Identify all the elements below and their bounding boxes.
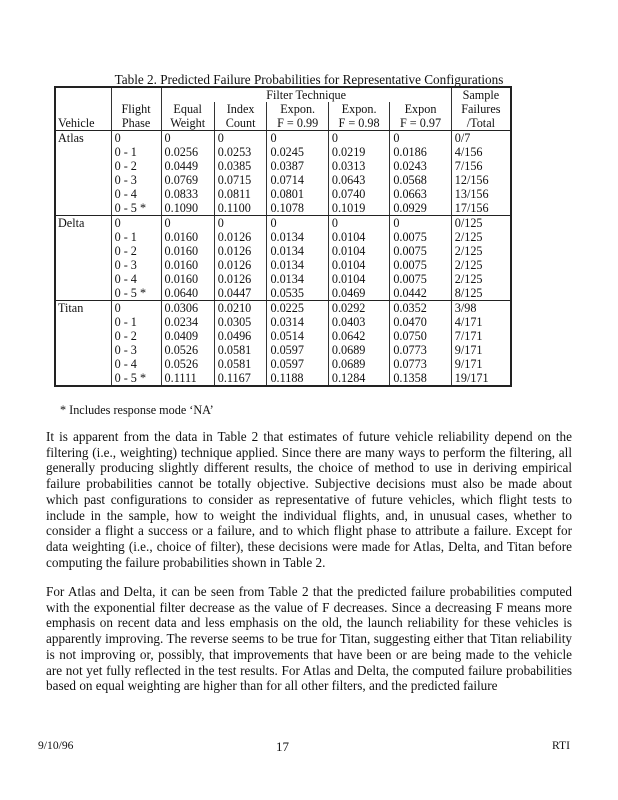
value-cell: 0/7 (451, 131, 511, 146)
value-cell: 0.1167 (214, 371, 267, 386)
vehicle-cell (55, 272, 111, 286)
value-cell: 0.0535 (267, 286, 328, 301)
value-cell: 3/98 (451, 301, 511, 316)
phase-cell: 0 - 2 (111, 329, 161, 343)
value-cell: 0.0449 (161, 159, 214, 173)
value-cell: 0.0643 (328, 173, 389, 187)
header-phase-1 (111, 87, 161, 102)
phase-cell: 0 - 3 (111, 173, 161, 187)
value-cell: 17/156 (451, 201, 511, 216)
table-caption: Table 2. Predicted Failure Probabilities for Representative Configurations (114, 72, 504, 87)
header-sample-1: Sample (451, 87, 511, 102)
phase-cell: 0 - 1 (111, 230, 161, 244)
table-row (55, 230, 511, 244)
value-cell: 0.0642 (328, 329, 389, 343)
header-index-1: Index (214, 102, 267, 116)
value-cell: 0.0134 (267, 230, 328, 244)
value-cell: 0.0769 (161, 173, 214, 187)
table-row (55, 357, 511, 371)
value-cell: 0.1078 (267, 201, 328, 216)
table-row (55, 343, 511, 357)
value-cell: 0.0469 (328, 286, 389, 301)
value-cell: 0.1090 (161, 201, 214, 216)
value-cell: 0.0496 (214, 329, 267, 343)
vehicle-cell (55, 145, 111, 159)
value-cell: 0.0833 (161, 187, 214, 201)
header-e97-2: F = 0.97 (390, 116, 451, 131)
value-cell: 0 (390, 131, 451, 146)
value-cell: 0.0447 (214, 286, 267, 301)
value-cell: 0 (328, 131, 389, 146)
value-cell: 0.0160 (161, 230, 214, 244)
table-row (55, 286, 511, 301)
table-row (55, 301, 511, 316)
value-cell: 0.0773 (390, 357, 451, 371)
value-cell: 2/125 (451, 230, 511, 244)
phase-cell: 0 - 4 (111, 357, 161, 371)
value-cell: 0.0104 (328, 244, 389, 258)
value-cell: 0.0514 (267, 329, 328, 343)
value-cell: 0 (214, 216, 267, 231)
value-cell: 0.0104 (328, 272, 389, 286)
failure-probability-table (54, 86, 512, 387)
value-cell: 0.1019 (328, 201, 389, 216)
vehicle-cell (55, 244, 111, 258)
table-row (55, 244, 511, 258)
value-cell: 0.0314 (267, 315, 328, 329)
value-cell: 0.0750 (390, 329, 451, 343)
value-cell: 0.0689 (328, 357, 389, 371)
value-cell: 0.0740 (328, 187, 389, 201)
table-row (55, 329, 511, 343)
phase-cell: 0 - 1 (111, 145, 161, 159)
value-cell: 0.0134 (267, 272, 328, 286)
value-cell: 0 (214, 131, 267, 146)
table-row (55, 258, 511, 272)
phase-cell: 0 - 5 * (111, 371, 161, 386)
table-row (55, 131, 511, 146)
header-phase-3: Phase (111, 116, 161, 131)
value-cell: 0.0126 (214, 272, 267, 286)
phase-cell: 0 (111, 216, 161, 231)
phase-cell: 0 - 1 (111, 315, 161, 329)
value-cell: 0.0210 (214, 301, 267, 316)
value-cell: 0.0075 (390, 272, 451, 286)
value-cell: 0 (390, 216, 451, 231)
header-index-2: Count (214, 116, 267, 131)
value-cell: 0.0305 (214, 315, 267, 329)
value-cell: 0.0597 (267, 343, 328, 357)
value-cell: 0.0715 (214, 173, 267, 187)
vehicle-cell (55, 201, 111, 216)
value-cell: 0.1358 (390, 371, 451, 386)
table-row (55, 159, 511, 173)
value-cell: 0.0663 (390, 187, 451, 201)
value-cell: 0.0442 (390, 286, 451, 301)
value-cell: 0.0160 (161, 258, 214, 272)
value-cell: 0.0387 (267, 159, 328, 173)
value-cell: 0.0134 (267, 244, 328, 258)
value-cell: 0.0160 (161, 272, 214, 286)
value-cell: 2/125 (451, 258, 511, 272)
value-cell: 0.0225 (267, 301, 328, 316)
value-cell: 4/156 (451, 145, 511, 159)
table-body (55, 131, 511, 387)
value-cell: 8/125 (451, 286, 511, 301)
table-footnote: * Includes response mode ‘NA’ (60, 403, 214, 417)
phase-cell: 0 (111, 131, 161, 146)
vehicle-cell (55, 286, 111, 301)
table-row (55, 187, 511, 201)
value-cell: 0.0714 (267, 173, 328, 187)
table-row (55, 201, 511, 216)
value-cell: 0.0306 (161, 301, 214, 316)
page-number: 17 (276, 739, 289, 754)
value-cell: 0.0292 (328, 301, 389, 316)
value-cell: 0.0409 (161, 329, 214, 343)
value-cell: 9/171 (451, 357, 511, 371)
value-cell: 0.0075 (390, 258, 451, 272)
phase-cell: 0 - 3 (111, 258, 161, 272)
value-cell: 0.0075 (390, 230, 451, 244)
value-cell: 0.1111 (161, 371, 214, 386)
header-e98-2: F = 0.98 (328, 116, 389, 131)
vehicle-cell (55, 187, 111, 201)
header-vehicle-1 (55, 87, 111, 102)
value-cell: 0/125 (451, 216, 511, 231)
value-cell: 7/171 (451, 329, 511, 343)
value-cell: 0.0526 (161, 343, 214, 357)
value-cell: 0.0160 (161, 244, 214, 258)
value-cell: 0.1188 (267, 371, 328, 386)
value-cell: 0.0352 (390, 301, 451, 316)
value-cell: 0.0126 (214, 230, 267, 244)
value-cell: 0.0126 (214, 244, 267, 258)
value-cell: 4/171 (451, 315, 511, 329)
value-cell: 0.0929 (390, 201, 451, 216)
value-cell: 0.0253 (214, 145, 267, 159)
vehicle-cell (55, 173, 111, 187)
value-cell: 2/125 (451, 272, 511, 286)
value-cell: 0.0104 (328, 258, 389, 272)
value-cell: 0.0689 (328, 343, 389, 357)
value-cell: 9/171 (451, 343, 511, 357)
vehicle-cell (55, 315, 111, 329)
value-cell: 0.0126 (214, 258, 267, 272)
table-row (55, 173, 511, 187)
value-cell: 0.0581 (214, 357, 267, 371)
paragraph-2: For Atlas and Delta, it can be seen from Table 2 that the predicted failure probabilities computed with the exponential filter decrease as the value of F decreases. Since a decreasing F means more emphasis on recent data and less emphasis on the old, the launch reliability for these vehicles is apparently improving. The reverse seems to be true for Titan, suggesting either that Titan reliability is not improving or, possibly, that improvements that have been or are being made to the vehicle are not yet fully reflected in the test results. For Atlas and Delta, the computed failure probabilities based on equal weighting are higher than for all other filters, and the predicted failure (46, 584, 572, 694)
value-cell: 7/156 (451, 159, 511, 173)
header-equal-2: Weight (161, 116, 214, 131)
phase-cell: 0 - 2 (111, 159, 161, 173)
header-sample-2: Failures (451, 102, 511, 116)
header-e99-2: F = 0.99 (267, 116, 328, 131)
table-row (55, 145, 511, 159)
header-sample-3: /Total (451, 116, 511, 131)
value-cell: 12/156 (451, 173, 511, 187)
header-phase-2: Flight (111, 102, 161, 116)
paragraph-1: It is apparent from the data in Table 2 that estimates of future vehicle reliability depend on the filtering (i.e., weighting) technique applied. Since there are many ways to perform the filtering, all generally producing slightly different results, the choice of method to use in deriving empirical failure probabilities cannot be totally objective. Subjective decisions must also be made about which past configurations to consider as representative of future vehicles, which flight tests to include in the sample, how to weight the individual flights, and, in unusual cases, whether to consider a flight a success or a failure, and to which flight phase to attribute a failure. Except for data weighting (i.e., choice of filter), these decisions were made for Atlas, Delta, and Titan before computing the failure probabilities shown in Table 2. (46, 429, 572, 570)
table-row (55, 216, 511, 231)
vehicle-cell: Atlas (58, 131, 84, 145)
phase-cell: 0 (111, 301, 161, 316)
value-cell: 0 (267, 131, 328, 146)
value-cell: 0.0234 (161, 315, 214, 329)
value-cell: 0.0640 (161, 286, 214, 301)
value-cell: 0.0243 (390, 159, 451, 173)
vehicle-cell: Titan (58, 301, 84, 315)
value-cell: 0.0075 (390, 244, 451, 258)
value-cell: 0.0581 (214, 343, 267, 357)
value-cell: 0 (161, 131, 214, 146)
value-cell: 0.0385 (214, 159, 267, 173)
table-row (55, 371, 511, 386)
value-cell: 0.0104 (328, 230, 389, 244)
value-cell: 0.0470 (390, 315, 451, 329)
vehicle-cell (55, 343, 111, 357)
phase-cell: 0 - 2 (111, 244, 161, 258)
value-cell: 0.0597 (267, 357, 328, 371)
value-cell: 0.0526 (161, 357, 214, 371)
value-cell: 0.0186 (390, 145, 451, 159)
value-cell: 0.0773 (390, 343, 451, 357)
phase-cell: 0 - 4 (111, 272, 161, 286)
value-cell: 0.1100 (214, 201, 267, 216)
vehicle-cell (55, 329, 111, 343)
vehicle-cell (55, 159, 111, 173)
header-vehicle-2 (55, 102, 111, 116)
value-cell: 0.0219 (328, 145, 389, 159)
value-cell: 0.1284 (328, 371, 389, 386)
value-cell: 0.0811 (214, 187, 267, 201)
table-row (55, 315, 511, 329)
value-cell: 0 (161, 216, 214, 231)
phase-cell: 0 - 5 * (111, 286, 161, 301)
value-cell: 13/156 (451, 187, 511, 201)
vehicle-cell (55, 258, 111, 272)
header-filter-technique: Filter Technique (161, 87, 451, 102)
value-cell: 0.0256 (161, 145, 214, 159)
vehicle-cell (55, 357, 111, 371)
vehicle-cell (55, 371, 111, 386)
vehicle-cell: Delta (58, 216, 85, 230)
vehicle-cell (55, 230, 111, 244)
footer-date: 9/10/96 (38, 739, 74, 752)
header-e98-1: Expon. (328, 102, 389, 116)
value-cell: 0.0313 (328, 159, 389, 173)
value-cell: 2/125 (451, 244, 511, 258)
value-cell: 0.0134 (267, 258, 328, 272)
footer-org: RTI (552, 739, 570, 752)
value-cell: 0 (267, 216, 328, 231)
phase-cell: 0 - 5 * (111, 201, 161, 216)
header-vehicle-3: Vehicle (55, 116, 111, 131)
value-cell: 0.0801 (267, 187, 328, 201)
value-cell: 0.0403 (328, 315, 389, 329)
value-cell: 0 (328, 216, 389, 231)
phase-cell: 0 - 4 (111, 187, 161, 201)
header-e97-1: Expon (390, 102, 451, 116)
value-cell: 0.0568 (390, 173, 451, 187)
phase-cell: 0 - 3 (111, 343, 161, 357)
table-row (55, 272, 511, 286)
value-cell: 19/171 (451, 371, 511, 386)
value-cell: 0.0245 (267, 145, 328, 159)
header-equal-1: Equal (161, 102, 214, 116)
header-e99-1: Expon. (267, 102, 328, 116)
